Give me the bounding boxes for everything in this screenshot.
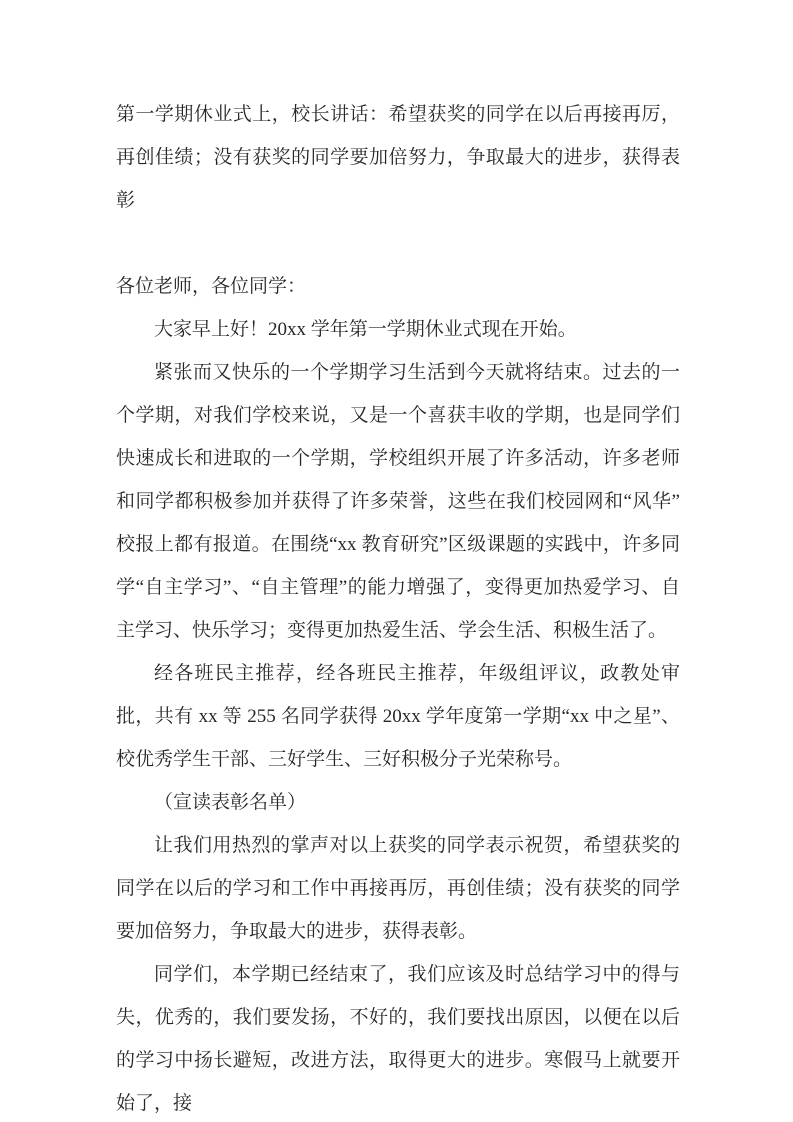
paragraph: 紧张而又快乐的一个学期学习生活到今天就将结束。过去的一个学期，对我们学校来说，又是一个喜获丰收的学期，也是同学们快速成长和进取的一个学期，学校组织开展了许多活动，许多老师和同学都积极参加并获得了许多荣誉，这些在我们校园网和“风华”校报上都有报道。在围绕“xx 教育研究”区级课题的实践中，许多同学“自主学习”、“自主管理”的能力增强了，变得更加热爱学习、自主学习、快乐学习；变得更加热爱生活、学会生活、积极生活了。 xyxy=(116,362,680,641)
paragraph: 让我们用热烈的掌声对以上获奖的同学表示祝贺，希望获奖的同学在以后的学习和工作中再接再厉，再创佳绩；没有获奖的同学要加倍努力，争取最大的进步，获得表彰。 xyxy=(116,835,680,942)
paragraph: 大家早上好！20xx 学年第一学期休业式现在开始。 xyxy=(154,319,577,340)
document-title: 第一学期休业式上，校长讲话：希望获奖的同学在以后再接再厉，再创佳绩；没有获奖的同学要加倍努力，争取最大的进步，获得表彰 xyxy=(116,104,680,211)
paragraph: 同学们，本学期已经结束了，我们应该及时总结学习中的得与失，优秀的，我们要发扬，不好的，我们要找出原因，以便在以后的学习中扬长避短，改进方法，取得更大的进步。寒假马上就要开始了，接 xyxy=(116,964,680,1114)
document-content xyxy=(116,93,680,1122)
blank-line xyxy=(116,222,680,265)
salutation: 各位老师，各位同学： xyxy=(116,276,307,297)
paragraph: （宣读表彰名单） xyxy=(154,792,307,813)
paragraph: 经各班民主推荐，经各班民主推荐，年级组评议，政教处审批，共有 xx 等 255 名同学获得 20xx 学年度第一学期“xx 中之星”、校优秀学生干部、三好学生、三好积极分子光荣称号。 xyxy=(116,663,680,770)
